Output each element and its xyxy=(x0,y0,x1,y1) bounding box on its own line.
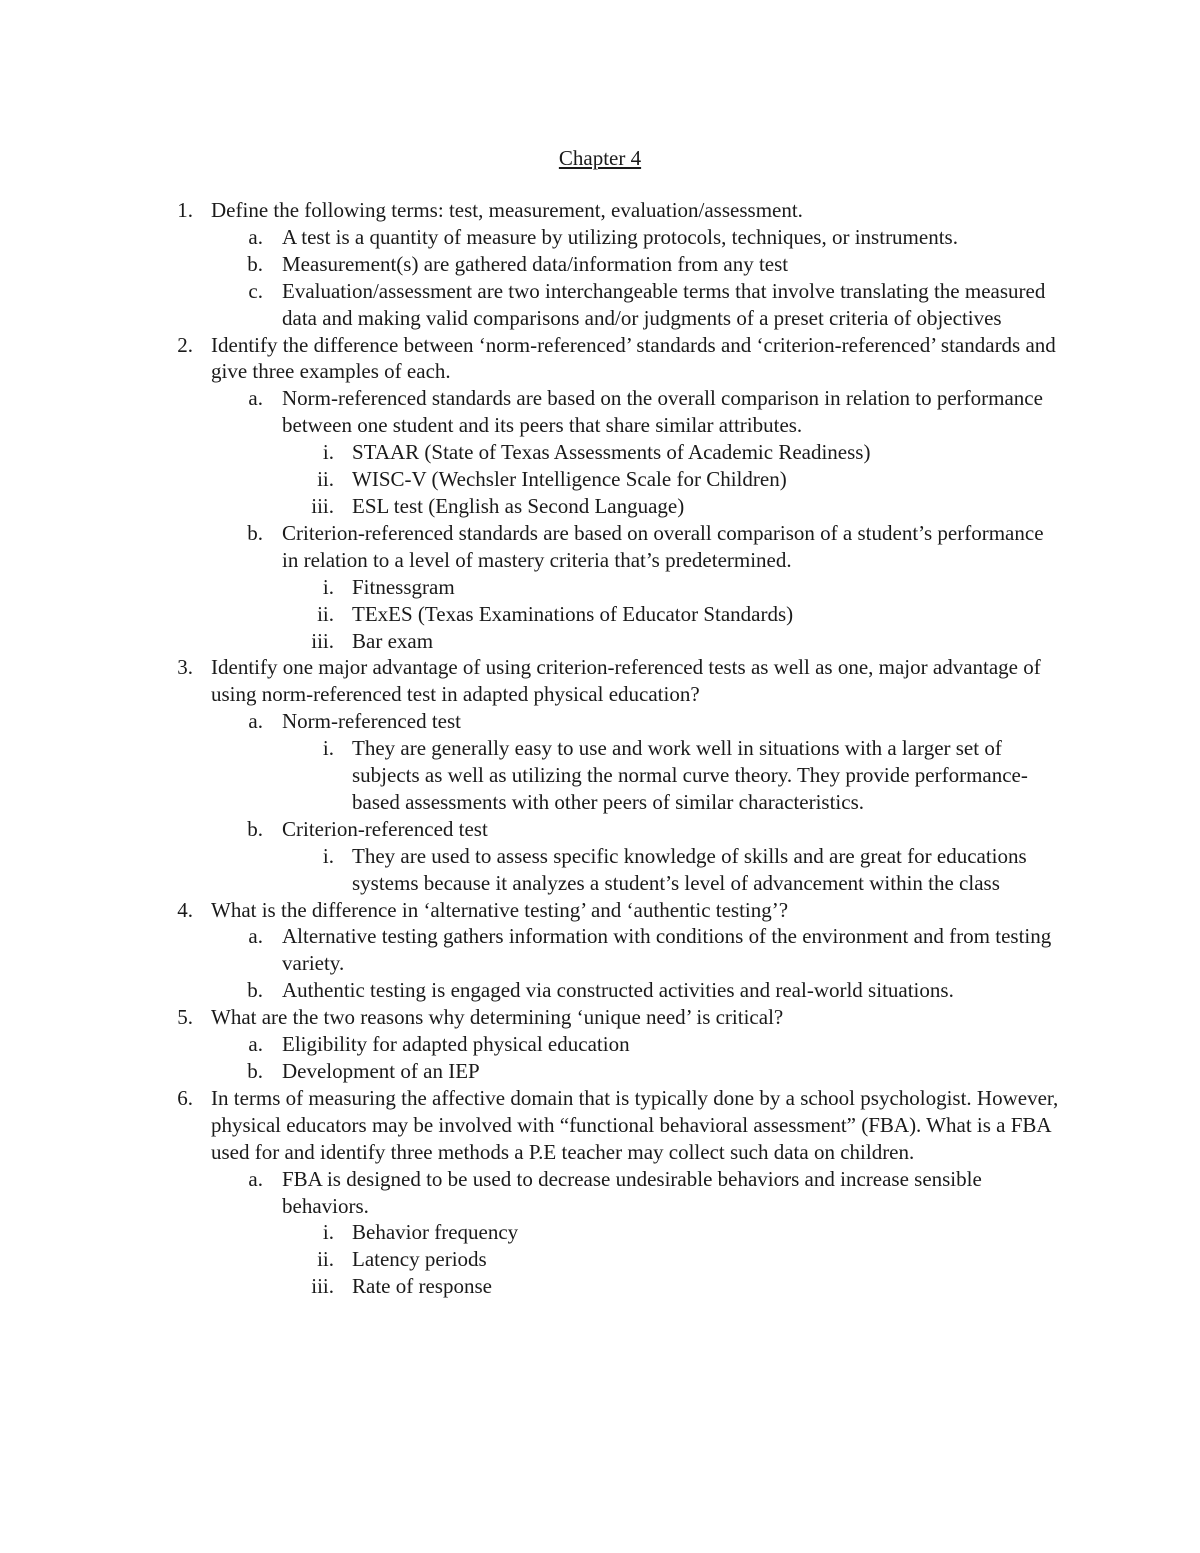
list-item-text: A test is a quantity of measure by utilizing protocols, techniques, or instruments. xyxy=(282,224,958,249)
outline-item-level-2 xyxy=(247,251,1062,278)
outline-item-level-3 xyxy=(317,601,1062,628)
list-item-text: Evaluation/assessment are two interchangeable terms that involve translating the measured data and making valid comparisons and/or judgments of a preset criteria of objectives xyxy=(282,278,1046,330)
outline-item-level-2 xyxy=(248,224,1062,251)
outline-item-level-2 xyxy=(248,923,1062,977)
list-marker: 6. xyxy=(177,1085,193,1110)
list-item-text: Behavior frequency xyxy=(352,1220,519,1245)
list-marker: 1. xyxy=(177,198,193,222)
list-marker: 5. xyxy=(177,1005,193,1030)
outline-item-level-1 xyxy=(177,654,1062,708)
list-item-text: Criterion-referenced standards are based on overall comparison of a student’s performance in relation to a level of mastery criteria that’s predetermined. xyxy=(282,520,1044,572)
outline-item-level-3 xyxy=(311,628,1062,655)
outline-item-level-2 xyxy=(247,816,1062,843)
outline-item-level-2 xyxy=(248,708,1062,735)
outline-item-level-3 xyxy=(322,439,1062,466)
list-marker: a. xyxy=(248,386,263,411)
list-item-text: ESL test (English as Second Language) xyxy=(352,493,685,518)
list-item-text: They are used to assess specific knowledge of skills and are great for educations systems because it analyzes a student’s level of advancement within the class xyxy=(352,843,1027,895)
list-item-text: Identify one major advantage of using criterion-referenced tests as well as one, major advantage of using norm-referenced test in adapted physical education? xyxy=(211,655,1041,707)
list-marker: c. xyxy=(248,278,263,303)
list-item-text: Norm-referenced standards are based on the overall comparison in relation to performance between one student and its peers that share similar attributes. xyxy=(282,386,1043,438)
list-item-text: In terms of measuring the affective domain that is typically done by a school psychologist. However, physical educators may be involved with “functional behavioral assessment” (FBA). What is a FBA used for and identify three methods a P.E teacher may collect such data on children. xyxy=(211,1085,1059,1164)
list-marker: ii. xyxy=(317,1247,334,1272)
outline-item-level-1 xyxy=(177,197,1062,224)
outline-item-level-2 xyxy=(248,385,1062,439)
list-item-text: Criterion-referenced test xyxy=(282,816,488,841)
list-marker: i. xyxy=(322,440,334,465)
list-marker: a. xyxy=(248,1032,263,1057)
list-marker: b. xyxy=(247,520,263,545)
outline-item-level-2 xyxy=(247,977,1062,1004)
list-item-text: Define the following terms: test, measurement, evaluation/assessment. xyxy=(211,198,803,222)
outline-item-level-3 xyxy=(322,843,1062,897)
list-marker: b. xyxy=(247,251,263,276)
list-item-text: STAAR (State of Texas Assessments of Academic Readiness) xyxy=(352,440,871,465)
outline-item-level-3 xyxy=(322,574,1062,601)
outline-item-level-2 xyxy=(247,520,1062,574)
list-item-text: Rate of response xyxy=(352,1274,492,1299)
outline-item-level-3 xyxy=(311,1273,1062,1300)
list-item-text: What are the two reasons why determining ‘unique need’ is critical? xyxy=(211,1005,784,1030)
list-item-text: Fitnessgram xyxy=(352,574,455,599)
page-title: Chapter 4 xyxy=(558,146,642,170)
list-item-text: Bar exam xyxy=(352,628,434,653)
outline-item-level-3 xyxy=(317,1246,1062,1273)
list-item-text: TExES (Texas Examinations of Educator Standards) xyxy=(352,601,794,626)
list-item-text: Development of an IEP xyxy=(282,1059,480,1083)
list-marker: i. xyxy=(322,574,334,599)
list-marker: b. xyxy=(247,978,263,1003)
list-marker: a. xyxy=(248,224,263,249)
list-marker: iii. xyxy=(311,628,334,653)
outline-item-level-3 xyxy=(311,493,1062,520)
list-item-text: Alternative testing gathers information with conditions of the environment and from testing variety. xyxy=(282,924,1052,976)
list-item-text: Eligibility for adapted physical education xyxy=(282,1032,630,1057)
outline-item-level-1 xyxy=(177,1085,1062,1166)
list-item-text: Identify the difference between ‘norm-referenced’ standards and ‘criterion-referenced’ standards and give three examples of each. xyxy=(211,332,1056,384)
list-marker: a. xyxy=(248,924,263,949)
outline-item-level-3 xyxy=(322,735,1062,816)
list-marker: iii. xyxy=(311,493,334,518)
outline-item-level-3 xyxy=(317,466,1062,493)
list-marker: a. xyxy=(248,1166,263,1191)
list-marker: ii. xyxy=(317,467,334,492)
list-marker: ii. xyxy=(317,601,334,626)
list-item-text: Norm-referenced test xyxy=(282,709,461,734)
list-marker: 4. xyxy=(177,897,193,922)
list-marker: a. xyxy=(248,709,263,734)
list-marker: i. xyxy=(322,1220,334,1245)
list-item-text: What is the difference in ‘alternative testing’ and ‘authentic testing’? xyxy=(211,897,789,922)
outline-item-level-1 xyxy=(177,897,1062,924)
list-marker: i. xyxy=(322,736,334,761)
list-marker: 2. xyxy=(177,332,193,357)
list-marker: iii. xyxy=(311,1274,334,1299)
list-marker: 3. xyxy=(177,655,193,680)
outline-item-level-1 xyxy=(177,332,1062,386)
list-marker: i. xyxy=(322,843,334,868)
list-item-text: WISC-V (Wechsler Intelligence Scale for Children) xyxy=(352,467,787,492)
list-item-text: Latency periods xyxy=(352,1247,487,1272)
list-item-text: They are generally easy to use and work well in situations with a larger set of subjects as well as utilizing the normal curve theory. They provide performance-based assessments with other peers of similar characteristics. xyxy=(352,736,1028,814)
outline-item-level-2 xyxy=(248,1031,1062,1058)
outline-item-level-2 xyxy=(248,278,1062,332)
list-item-text: Measurement(s) are gathered data/information from any test xyxy=(282,251,789,276)
list-item-text: FBA is designed to be used to decrease undesirable behaviors and increase sensible behaviors. xyxy=(282,1166,982,1218)
list-item-text: Authentic testing is engaged via constructed activities and real-world situations. xyxy=(282,978,954,1003)
outline-list xyxy=(0,197,1200,1300)
outline-item-level-2 xyxy=(247,1058,1062,1085)
outline-item-level-1 xyxy=(177,1004,1062,1031)
list-marker: b. xyxy=(247,816,263,841)
outline-item-level-3 xyxy=(322,1219,1062,1246)
list-marker: b. xyxy=(247,1059,263,1083)
outline-item-level-2 xyxy=(248,1166,1062,1220)
